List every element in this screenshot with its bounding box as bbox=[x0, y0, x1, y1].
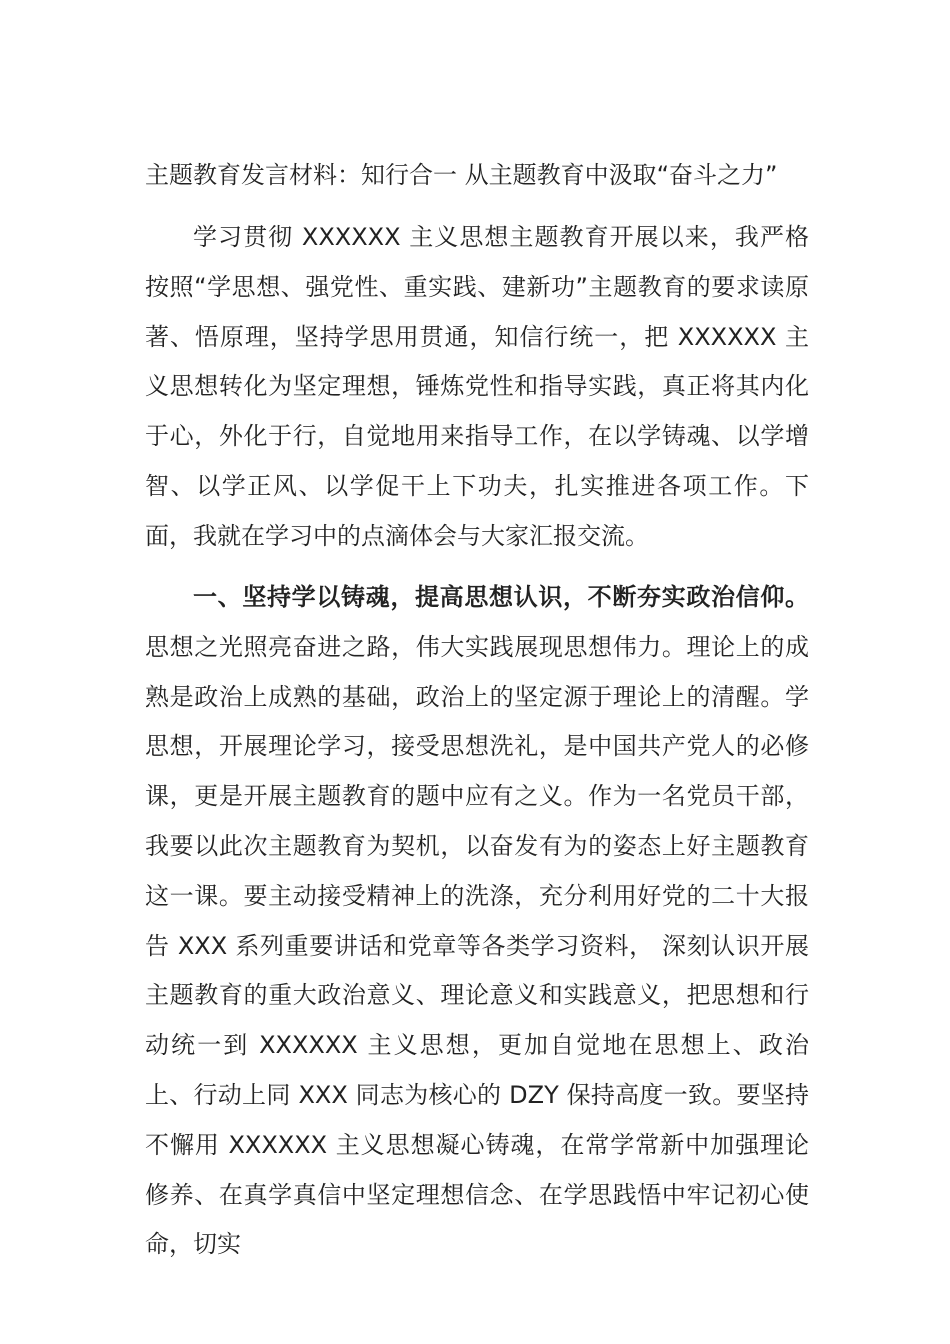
paragraph-section-one bbox=[145, 573, 809, 1270]
section-one-text: 思想之光照亮奋进之路，伟大实践展现思想伟力。理论上的成熟是政治上成熟的基础，政治上的坚定源于理论上的清醒。学思想，开展理论学习，接受思想洗礼，是中国共产党人的必修课，更是开展主题教育的题中应有之义。作为一名党员干部，我要以此次主题教育为契机，以奋发有为的姿态上好主题教育这一课。要主动接受精神上的洗涤，充分利用好党的二十大报告 XXX 系列重要讲话和党章等各类学习资料， 深刻认识开展主题教育的重大政治意义、理论意义和实践意义，把思想和行动统一到 XXXXXX 主义思想，更加自觉地在思想上、政治上、行动上同 XXX 同志为核心的 DZY 保持高度一致。要坚持不懈用 XXXXXX 主义思想凝心铸魂，在常学常新中加强理论修养、在真学真信中坚定理想信念、在学思践悟中牢记初心使命，切实 bbox=[145, 632, 809, 1259]
section-one-heading: 一、坚持学以铸魂，提高思想认识，不断夯实政治信仰。 bbox=[193, 583, 809, 611]
paragraph-intro bbox=[145, 213, 809, 562]
document-title: 主题教育发言材料：知行合一 从主题教育中汲取“奋斗之力” bbox=[145, 161, 778, 189]
paragraph-intro-text: 学习贯彻 XXXXXX 主义思想主题教育开展以来，我严格按照“学思想、强党性、重实践、建新功”主题教育的要求读原著、悟原理，坚持学思用贯通，知信行统一，把 XXXXXX 主义思想转化为坚定理想，锤炼党性和指导实践，真正将其内化于心，外化于行，自觉地用来指导工作，在以学铸魂、以学增智、以学正风、以学促干上下功夫，扎实推进各项工作。下面，我就在学习中的点滴体会与大家汇报交流。 bbox=[145, 223, 809, 550]
